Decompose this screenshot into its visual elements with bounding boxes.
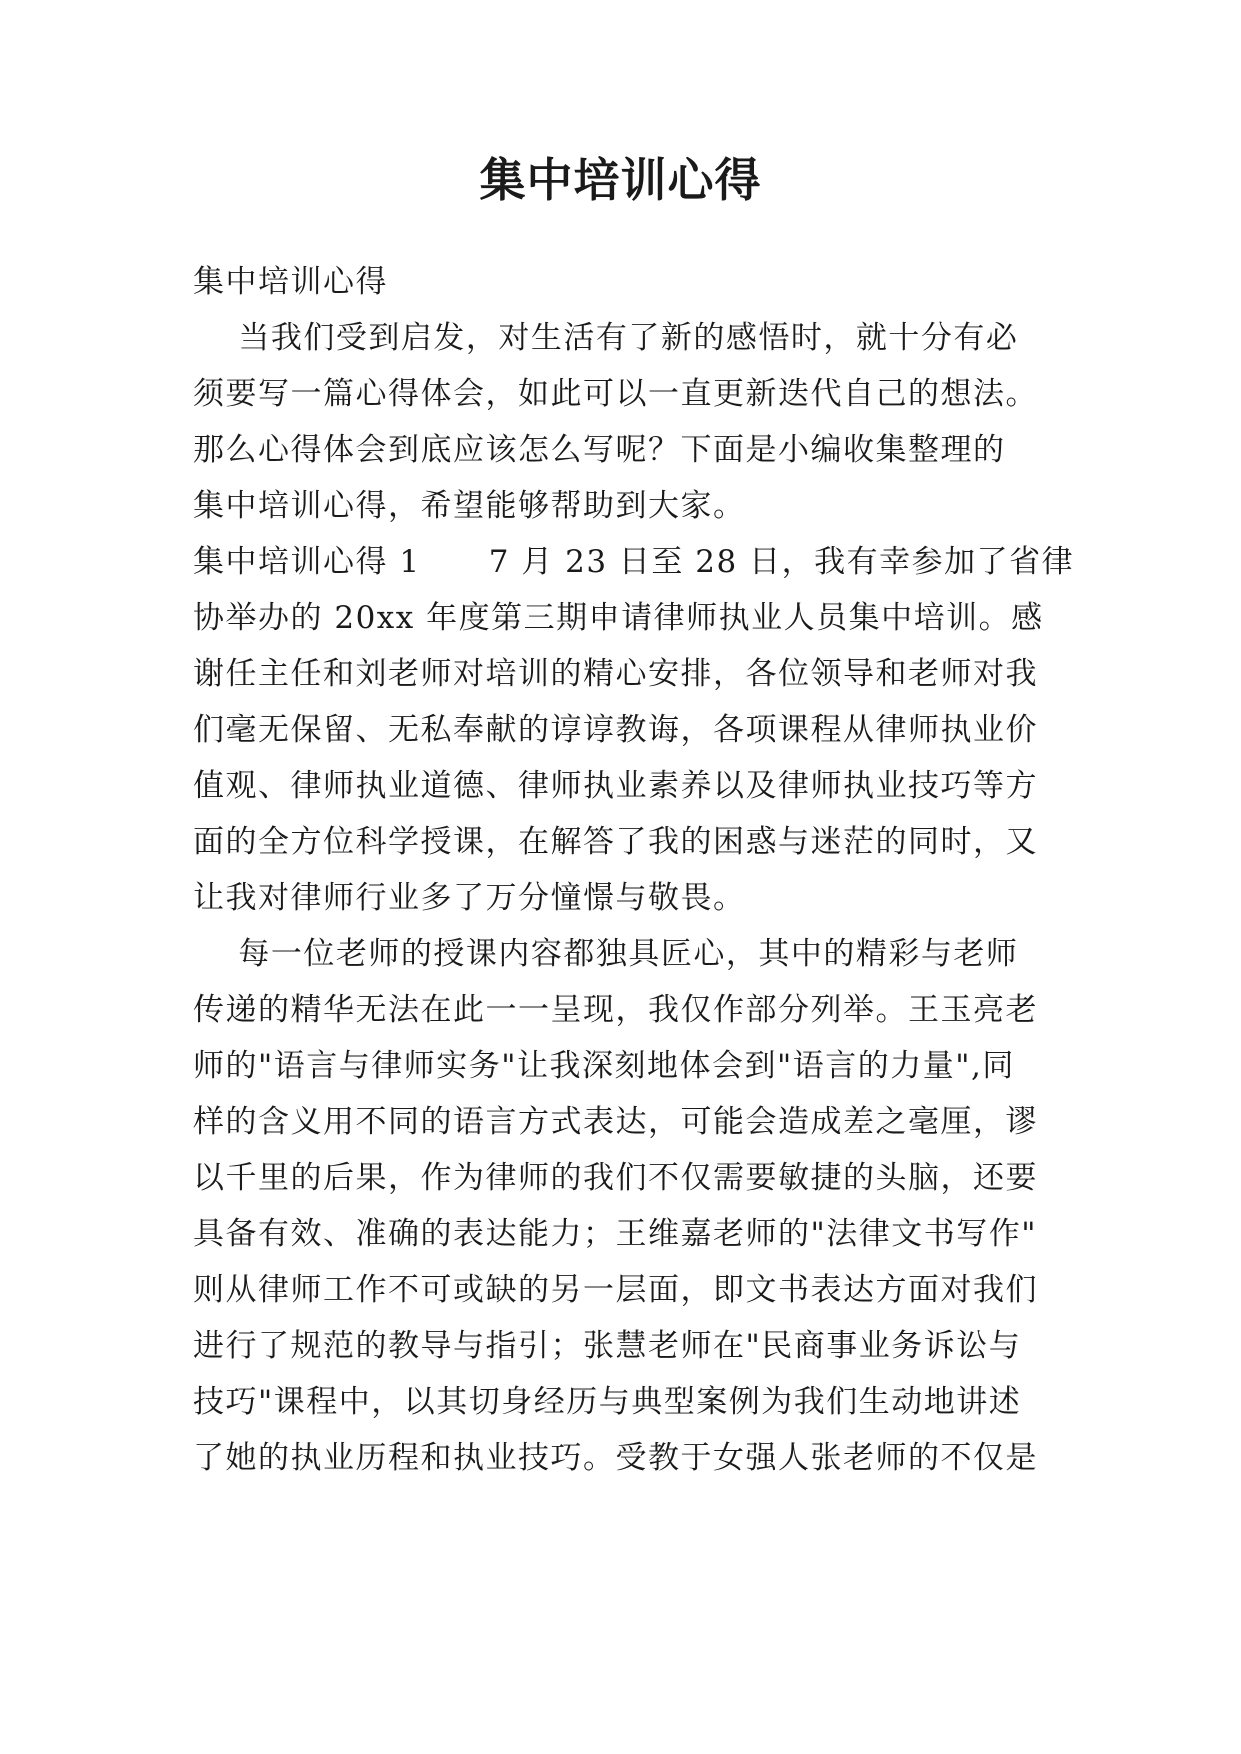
document-line: 面的全方位科学授课，在解答了我的困惑与迷茫的同时，又: [193, 824, 1038, 860]
document-line: 让我对律师行业多了万分憧憬与敬畏。: [193, 880, 746, 916]
document-line: 样的含义用不同的语言方式表达，可能会造成差之毫厘，谬: [193, 1104, 1038, 1140]
document-line: 值观、律师执业道德、律师执业素养以及律师执业技巧等方: [193, 768, 1038, 804]
document-line: 当我们受到启发，对生活有了新的感悟时，就十分有必: [193, 320, 1019, 356]
document-line: 那么心得体会到底应该怎么写呢？下面是小编收集整理的: [193, 432, 1006, 468]
document-line: 则从律师工作不可或缺的另一层面，即文书表达方面对我们: [193, 1272, 1038, 1308]
document-line: 谢任主任和刘老师对培训的精心安排，各位领导和老师对我: [193, 656, 1038, 692]
document-line: 传递的精华无法在此一一呈现，我仅作部分列举。王玉亮老: [193, 992, 1038, 1028]
document-line: 师的"语言与律师实务"让我深刻地体会到"语言的力量",同: [193, 1048, 1015, 1084]
document-line: 集中培训心得，希望能够帮助到大家。: [193, 488, 746, 524]
document-line: 协举办的 20xx 年度第三期申请律师执业人员集中培训。感: [193, 600, 1044, 636]
document-line: 具备有效、准确的表达能力；王维嘉老师的"法律文书写作": [193, 1216, 1038, 1252]
document-line: 须要写一篇心得体会，如此可以一直更新迭代自己的想法。: [193, 376, 1038, 412]
document-line: 集中培训心得 1 7 月 23 日至 28 日，我有幸参加了省律: [193, 544, 1075, 580]
document-line: 进行了规范的教导与指引；张慧老师在"民商事业务诉讼与: [193, 1328, 1022, 1364]
document-line: 们毫无保留、无私奉献的谆谆教诲，各项课程从律师执业价: [193, 712, 1038, 748]
document-title: 集中培训心得: [479, 153, 762, 207]
document-line: 了她的执业历程和执业技巧。受教于女强人张老师的不仅是: [193, 1440, 1038, 1476]
document-line: 集中培训心得: [193, 264, 388, 300]
document-line: 技巧"课程中，以其切身经历与典型案例为我们生动地讲述: [193, 1384, 1022, 1420]
document-line: 以千里的后果，作为律师的我们不仅需要敏捷的头脑，还要: [193, 1160, 1038, 1196]
document-line: 每一位老师的授课内容都独具匠心，其中的精彩与老师: [193, 936, 1019, 972]
